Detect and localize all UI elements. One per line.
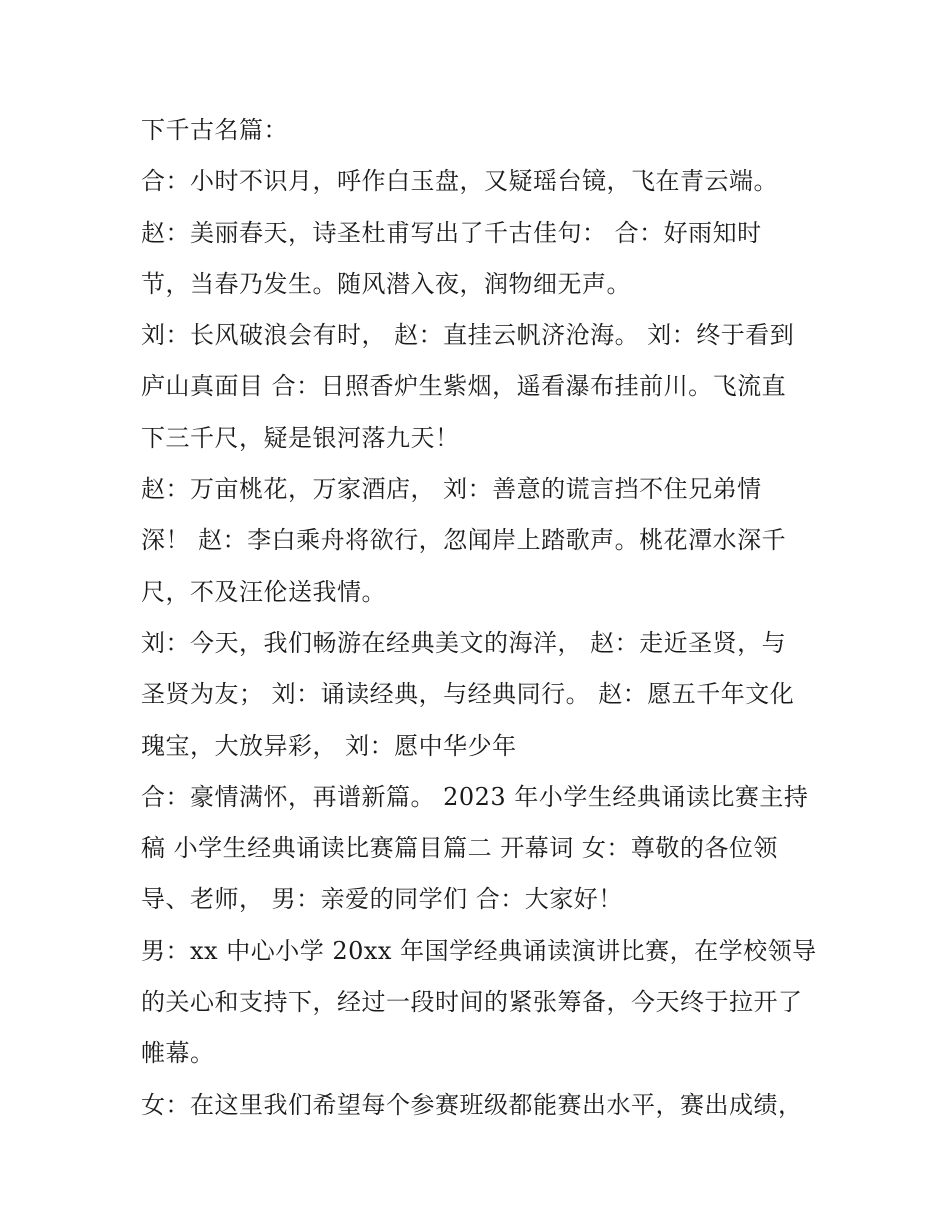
- text-line: 男：xx 中心小学 20xx 年国学经典诵读演讲比赛，在学校领导: [141, 936, 817, 965]
- text-line: 赵：万亩桃花，万家酒店， 刘：善意的谎言挡不住兄弟情: [141, 475, 762, 504]
- text-line: 节，当春乃发生。随风潜入夜，润物细无声。: [141, 269, 631, 298]
- text-line: 女：在这里我们希望每个参赛班级都能赛出水平，赛出成绩，: [141, 1090, 803, 1119]
- text-line: 圣贤为友； 刘：诵读经典，与经典同行。 赵：愿五千年文化: [141, 680, 795, 709]
- text-line: 帷幕。: [141, 1039, 215, 1068]
- text-line: 稿 小学生经典诵读比赛篇目篇二 开幕词 女：尊敬的各位领: [141, 834, 778, 863]
- text-line: 深！ 赵：李白乘舟将欲行，忽闻岸上踏歌声。桃花潭水深千: [141, 526, 787, 555]
- text-line: 刘：长风破浪会有时， 赵：直挂云帆济沧海。 刘：终于看到: [141, 321, 795, 350]
- text-line: 合：小时不识月，呼作白玉盘，又疑瑶台镜，飞在青云端。: [141, 167, 778, 196]
- text-line: 下三千尺，疑是银河落九天！: [141, 423, 460, 452]
- text-line: 下千古名篇：: [141, 116, 288, 144]
- text-line: 庐山真面目 合：日照香炉生紫烟，遥看瀑布挂前川。飞流直: [141, 372, 787, 401]
- text-line: 刘：今天，我们畅游在经典美文的海洋， 赵：走近圣贤，与: [141, 628, 787, 657]
- text-line: 导、老师， 男：亲爱的同学们 合：大家好！: [141, 885, 623, 914]
- text-line: 合：豪情满怀，再谱新篇。 2023 年小学生经典诵读比赛主持: [141, 782, 809, 811]
- text-line: 瑰宝，大放异彩， 刘：愿中华少年: [141, 731, 517, 760]
- body-text: [141, 108, 841, 1134]
- text-line: 尺，不及汪伦送我情。: [141, 577, 386, 606]
- text-line: 的关心和支持下，经过一段时间的紧张筹备，今天终于拉开了: [141, 988, 803, 1017]
- text-line: 赵：美丽春天，诗圣杜甫写出了千古佳句： 合：好雨知时: [141, 218, 762, 247]
